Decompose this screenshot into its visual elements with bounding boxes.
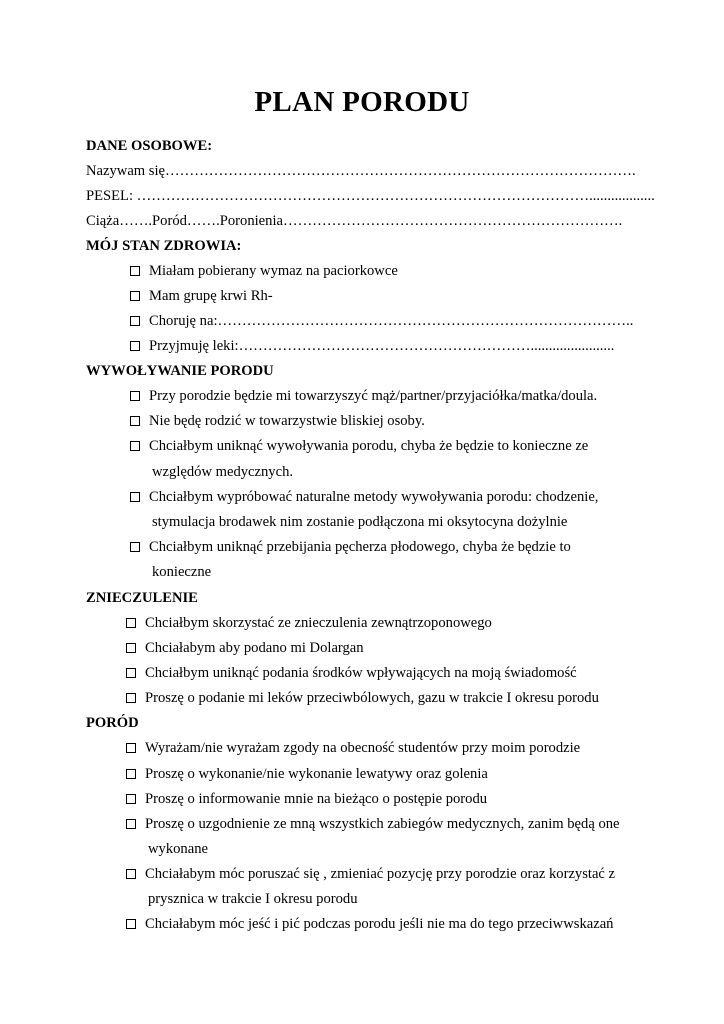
- checklist-item: Chciałbym skorzystać ze znieczulenia zewnątrzoponowego: [126, 614, 641, 632]
- checklist-item: Chciałbym uniknąć podania środków wpływających na moją świadomość: [126, 664, 641, 682]
- checkbox[interactable]: [126, 869, 136, 879]
- checklist-item: Wyrażam/nie wyrażam zgody na obecność studentów przy moim porodzie: [126, 739, 641, 757]
- pesel-line: PESEL: …………………………………………………………………………………..................: [86, 188, 655, 204]
- checklist-item-continuation: konieczne: [152, 564, 212, 580]
- checklist-item: Proszę o podanie mi leków przeciwbólowych, gazu w trakcie I okresu porodu: [126, 689, 641, 707]
- checkbox[interactable]: [126, 769, 136, 779]
- checklist-item-continuation: prysznica w trakcie I okresu porodu: [148, 891, 358, 907]
- checklist-item: Przy porodzie będzie mi towarzyszyć mąż/partner/przyjaciółka/matka/doula.: [130, 387, 645, 405]
- section-heading-anesthesia: ZNIECZULENIE: [86, 590, 198, 606]
- section-heading-birth: PORÓD: [86, 715, 139, 731]
- checklist-item: Chciałbym wypróbować naturalne metody wywoływania porodu: chodzenie,: [130, 488, 645, 506]
- checkbox[interactable]: [130, 266, 140, 276]
- checkbox[interactable]: [130, 492, 140, 502]
- checklist-item: Chciałabym aby podano mi Dolargan: [126, 639, 641, 657]
- pregnancy-line: Ciąża…….Poród…….Poronienia…………………………………………………………….: [86, 213, 623, 229]
- section-heading-health: MÓJ STAN ZDROWIA:: [86, 238, 242, 254]
- page-title: PLAN PORODU: [254, 86, 470, 118]
- checklist-item: Proszę o informowanie mnie na bieżąco o postępie porodu: [126, 790, 641, 808]
- checkbox[interactable]: [130, 341, 140, 351]
- checkbox[interactable]: [126, 618, 136, 628]
- checklist-item: Proszę o wykonanie/nie wykonanie lewatywy oraz golenia: [126, 765, 641, 783]
- checkbox[interactable]: [126, 919, 136, 929]
- checkbox[interactable]: [126, 693, 136, 703]
- checklist-item-continuation: stymulacja brodawek nim zostanie podłączona mi oksytocyna dożylnie: [152, 514, 568, 530]
- checklist-item: Chciałbym uniknąć przebijania pęcherza płodowego, chyba że będzie to: [130, 538, 645, 556]
- checkbox[interactable]: [130, 416, 140, 426]
- checklist-item: Choruję na:…………………………………………………………………………..: [130, 312, 645, 330]
- checkbox[interactable]: [126, 794, 136, 804]
- section-heading-personal: DANE OSOBOWE:: [86, 138, 213, 154]
- checklist-item: Chciałbym uniknąć wywoływania porodu, chyba że będzie to konieczne ze: [130, 437, 645, 455]
- checkbox[interactable]: [126, 743, 136, 753]
- checkbox[interactable]: [130, 391, 140, 401]
- checkbox[interactable]: [126, 668, 136, 678]
- checklist-item: Proszę o uzgodnienie ze mną wszystkich zabiegów medycznych, zanim będą one: [126, 815, 641, 833]
- checklist-item: Mam grupę krwi Rh-: [130, 287, 645, 305]
- checkbox[interactable]: [130, 441, 140, 451]
- checklist-item: Miałam pobierany wymaz na paciorkowce: [130, 262, 645, 280]
- name-line: Nazywam się…………………………………………………………………………………….: [86, 163, 636, 179]
- checklist-item: Nie będę rodzić w towarzystwie bliskiej osoby.: [130, 412, 645, 430]
- checkbox[interactable]: [130, 291, 140, 301]
- checkbox[interactable]: [130, 316, 140, 326]
- checkbox[interactable]: [126, 819, 136, 829]
- checklist-item-continuation: wykonane: [148, 841, 208, 857]
- checkbox[interactable]: [130, 542, 140, 552]
- section-heading-induction: WYWOŁYWANIE PORODU: [86, 363, 274, 379]
- checkbox[interactable]: [126, 643, 136, 653]
- checklist-item-continuation: względów medycznych.: [152, 464, 294, 480]
- checklist-item: Chciałabym móc poruszać się , zmieniać pozycję przy porodzie oraz korzystać z: [126, 865, 641, 883]
- checklist-item: Chciałabym móc jeść i pić podczas porodu jeśli nie ma do tego przeciwwskazań: [126, 915, 641, 933]
- checklist-item: Przyjmuję leki:…………………………………………………….......................: [130, 337, 645, 355]
